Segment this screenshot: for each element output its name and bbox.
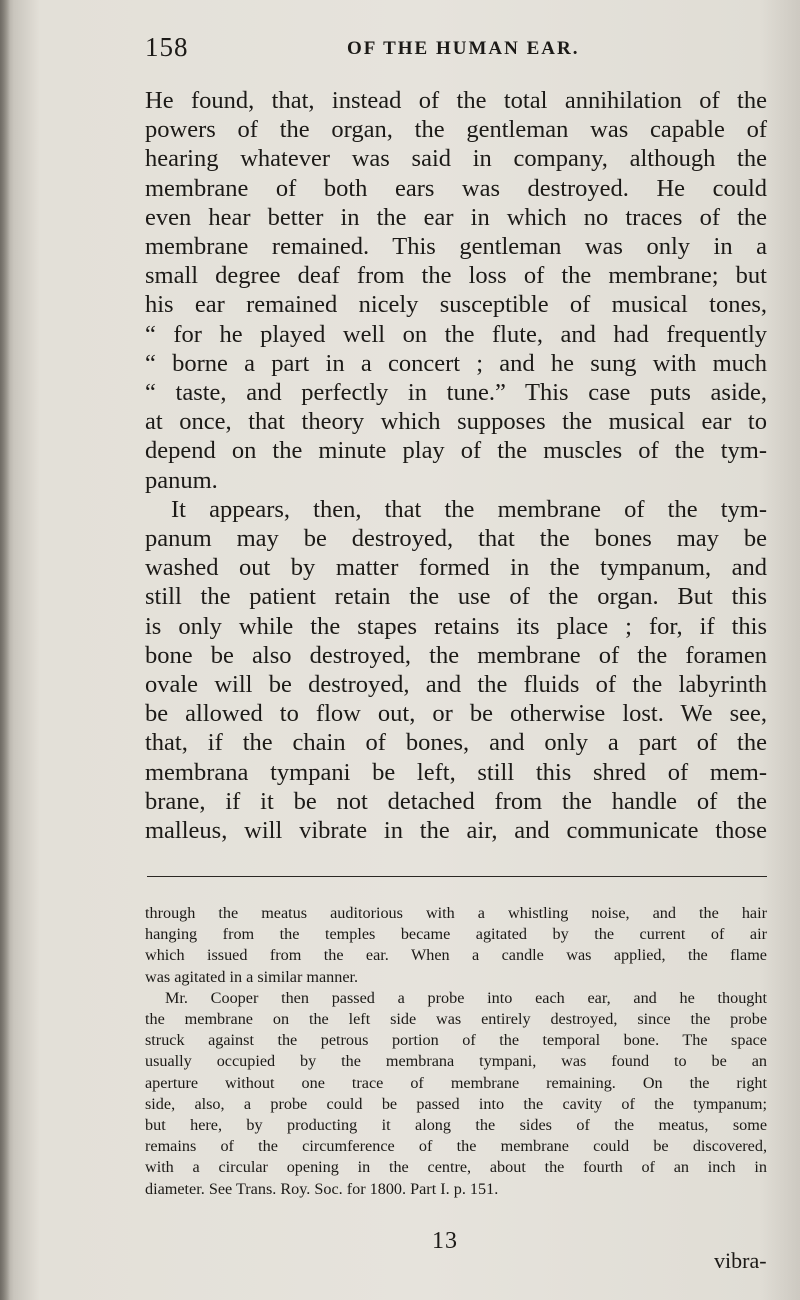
text-line: brane, if it be not detached from the handle of the [145, 787, 767, 815]
footnote-line: was agitated in a similar manner. [145, 967, 359, 986]
footnote-line: remains of the circumference of the membrane could be discovered, [145, 1137, 767, 1156]
text-line: membrane of both ears was destroyed. He could [145, 174, 767, 202]
footnote-line: aperture without one trace of membrane remaining. On the right [145, 1073, 767, 1092]
footnote-line: usually occupied by the membrana tympani, was found to be an [145, 1052, 767, 1071]
text-line: depend on the minute play of the muscles of the tym- [145, 437, 767, 465]
text-line: malleus, will vibrate in the air, and communicate those [145, 817, 767, 845]
footnote-line: with a circular opening in the centre, about the fourth of an inch in [145, 1158, 767, 1177]
footnote-line: but here, by producting it along the sides of the meatus, some [145, 1116, 767, 1135]
text-line: is only while the stapes retains its place ; for, if this [145, 612, 767, 640]
text-line: panum. [145, 466, 218, 494]
paragraph-first-line: It appears, then, that the membrane of the tym- [171, 495, 767, 523]
running-head: OF THE HUMAN EAR. [347, 38, 580, 59]
footnote-line: diameter. See Trans. Roy. Soc. for 1800. Part I. p. 151. [145, 1179, 499, 1198]
footnote-line: through the meatus auditorious with a whistling noise, and the hair [145, 904, 767, 922]
catchword: vibra- [714, 1248, 767, 1273]
text-line: be allowed to flow out, or be otherwise lost. We see, [145, 700, 767, 728]
main-text [145, 86, 767, 845]
page-number: 158 [145, 32, 189, 62]
text-line: “ for he played well on the flute, and had frequently [145, 320, 767, 348]
footnote-line: which issued from the ear. When a candle was applied, the flame [145, 946, 767, 965]
footnote-line: the membrane on the left side was entirely destroyed, since the probe [145, 1010, 767, 1029]
text-line: hearing whatever was said in company, although the [145, 145, 767, 173]
text-line: even hear better in the ear in which no traces of the [145, 203, 767, 231]
text-line: membrane remained. This gentleman was only in a [145, 233, 767, 261]
footnote-paragraph-first-line: Mr. Cooper then passed a probe into each ear, and he thought [165, 988, 767, 1007]
footnote-line: hanging from the temples became agitated by the current of air [145, 925, 767, 944]
signature-mark: 13 [432, 1228, 458, 1254]
text-line: ovale will be destroyed, and the fluids of the labyrinth [145, 671, 767, 699]
text-line: He found, that, instead of the total annihilation of the [145, 87, 767, 114]
footnote-line: struck against the petrous portion of the temporal bone. The space [145, 1031, 767, 1050]
text-line: bone be also destroyed, the membrane of the foramen [145, 641, 767, 669]
text-line: his ear remained nicely susceptible of musical tones, [145, 291, 767, 319]
text-line: “ borne a part in a concert ; and he sung with much [145, 349, 767, 377]
footnotes [145, 903, 767, 1200]
footnote-rule [147, 876, 767, 877]
text-line: still the patient retain the use of the organ. But this [145, 583, 767, 611]
page-header [145, 32, 765, 68]
text-line: small degree deaf from the loss of the membrane; but [145, 262, 767, 290]
text-line: powers of the organ, the gentleman was capable of [145, 116, 767, 144]
text-line: that, if the chain of bones, and only a part of the [145, 729, 767, 757]
text-line: membrana tympani be left, still this shred of mem- [145, 758, 767, 786]
text-line: at once, that theory which supposes the musical ear to [145, 408, 767, 436]
footnote-line: side, also, a probe could be passed into the cavity of the tympanum; [145, 1094, 767, 1113]
text-line: “ taste, and perfectly in tune.” This case puts aside, [145, 379, 767, 407]
text-line: washed out by matter formed in the tympanum, and [145, 554, 767, 582]
spine-shadow [0, 0, 10, 1300]
text-line: panum may be destroyed, that the bones may be [145, 525, 767, 553]
